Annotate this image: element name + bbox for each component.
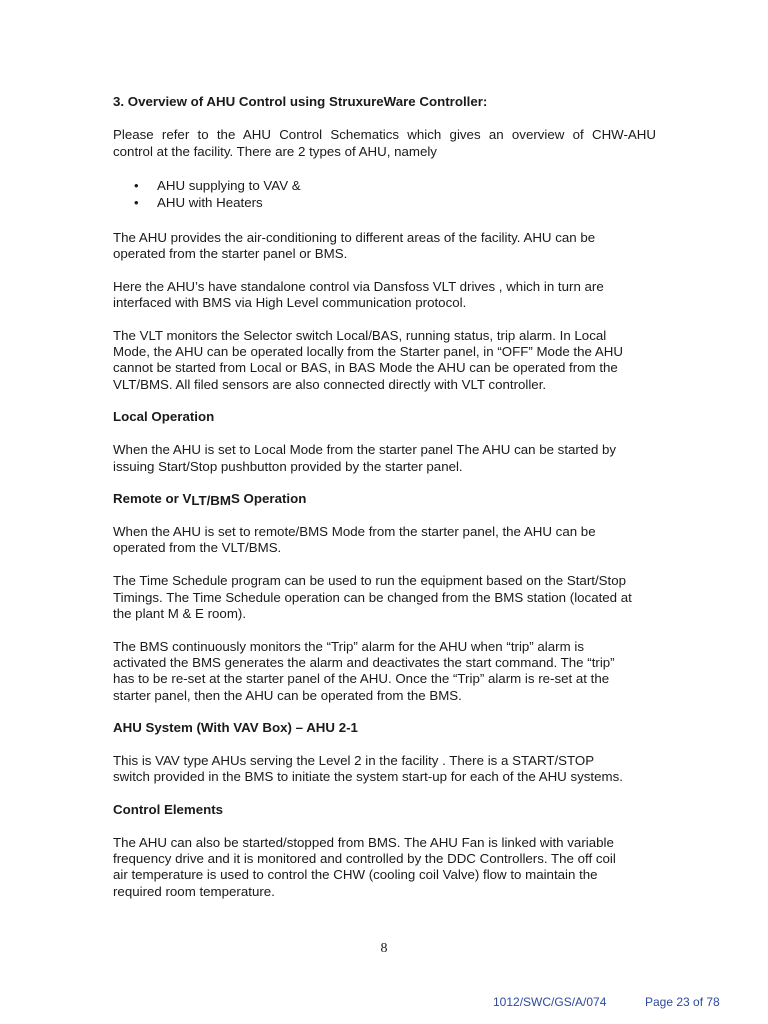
local-line-2: issuing Start/Stop pushbutton provided by the starter panel. — [113, 459, 463, 474]
trip-line-1: The BMS continuously monitors the “Trip” alarm for the AHU when “trip” alarm is — [113, 639, 584, 654]
vav-line-1: This is VAV type AHUs serving the Level 2 in the facility . There is a START/STOP — [113, 753, 595, 768]
local-line-1: When the AHU is set to Local Mode from the starter panel The AHU can be started by — [113, 442, 617, 457]
bullet-item-vav: AHU supplying to VAV & — [157, 178, 301, 193]
schedule-line-2: Timings. The Time Schedule operation can be changed from the BMS station (located at — [113, 590, 632, 605]
schedule-line-1: The Time Schedule program can be used to run the equipment based on the Start/Stop — [113, 573, 626, 588]
schedule-line-3: the plant M & E room). — [113, 606, 247, 621]
control-elements-heading: Control Elements — [113, 802, 224, 817]
ahu-system-heading: AHU System (With VAV Box) – AHU 2-1 — [113, 720, 358, 735]
provides-line-1: The AHU provides the air-conditioning to different areas of the facility. AHU can be — [113, 230, 596, 245]
control-line-4: required room temperature. — [113, 884, 275, 899]
trip-line-3: has to be re-set at the starter panel of the AHU. Once the “Trip” alarm is re-set at the — [113, 671, 610, 686]
vlt-line-2: Mode, the AHU can be operated locally from the Starter panel, in “OFF” Mode the AHU — [113, 344, 623, 359]
control-line-3: air temperature is used to control the CHW (cooling coil Valve) flow to maintain the — [113, 867, 598, 882]
remote-line-2: operated from the VLT/BMS. — [113, 540, 282, 555]
control-line-2: frequency drive and it is monitored and controlled by the DDC Controllers. The off coil — [113, 851, 616, 866]
trip-line-4: starter panel, then the AHU can be operated from the BMS. — [113, 688, 462, 703]
intro-line-2: control at the facility. There are 2 types of AHU, namely — [113, 144, 437, 159]
provides-line-2: operated from the starter panel or BMS. — [113, 246, 348, 261]
vlt-line-3: cannot be started from Local or BAS, in BAS Mode the AHU can be operated from the — [113, 360, 618, 375]
local-operation-heading: Local Operation — [113, 409, 215, 424]
control-line-1: The AHU can also be started/stopped from BMS. The AHU Fan is linked with variable — [113, 835, 614, 850]
footer-doc-reference: 1012/SWC/GS/A/074 — [493, 995, 607, 1009]
standalone-line-1: Here the AHU’s have standalone control via Dansfoss VLT drives , which in turn are — [113, 279, 604, 294]
vlt-line-4: VLT/BMS. All filed sensors are also connected directly with VLT controller. — [113, 377, 547, 392]
trip-line-2: activated the BMS generates the alarm and deactivates the start command. The “trip” — [113, 655, 615, 670]
bullet-icon: • — [134, 195, 139, 210]
intro-line-1: Please refer to the AHU Control Schematics which gives an overview of CHW-AHU — [113, 127, 656, 142]
remote-operation-heading: Remote or VLT/BMS Operation — [113, 491, 307, 508]
vav-line-2: switch provided in the BMS to initiate the system start-up for each of the AHU systems. — [113, 769, 623, 784]
section-heading: 3. Overview of AHU Control using StruxureWare Controller: — [113, 94, 488, 109]
vlt-line-1: The VLT monitors the Selector switch Local/BAS, running status, trip alarm. In Local — [113, 328, 607, 343]
footer-page-label: Page 23 of 78 — [645, 995, 720, 1009]
bullet-icon: • — [134, 178, 139, 193]
standalone-line-2: interfaced with BMS via High Level communication protocol. — [113, 295, 467, 310]
remote-line-1: When the AHU is set to remote/BMS Mode from the starter panel, the AHU can be — [113, 524, 596, 539]
bullet-item-heaters: AHU with Heaters — [157, 195, 263, 210]
page-number: 8 — [380, 941, 388, 956]
